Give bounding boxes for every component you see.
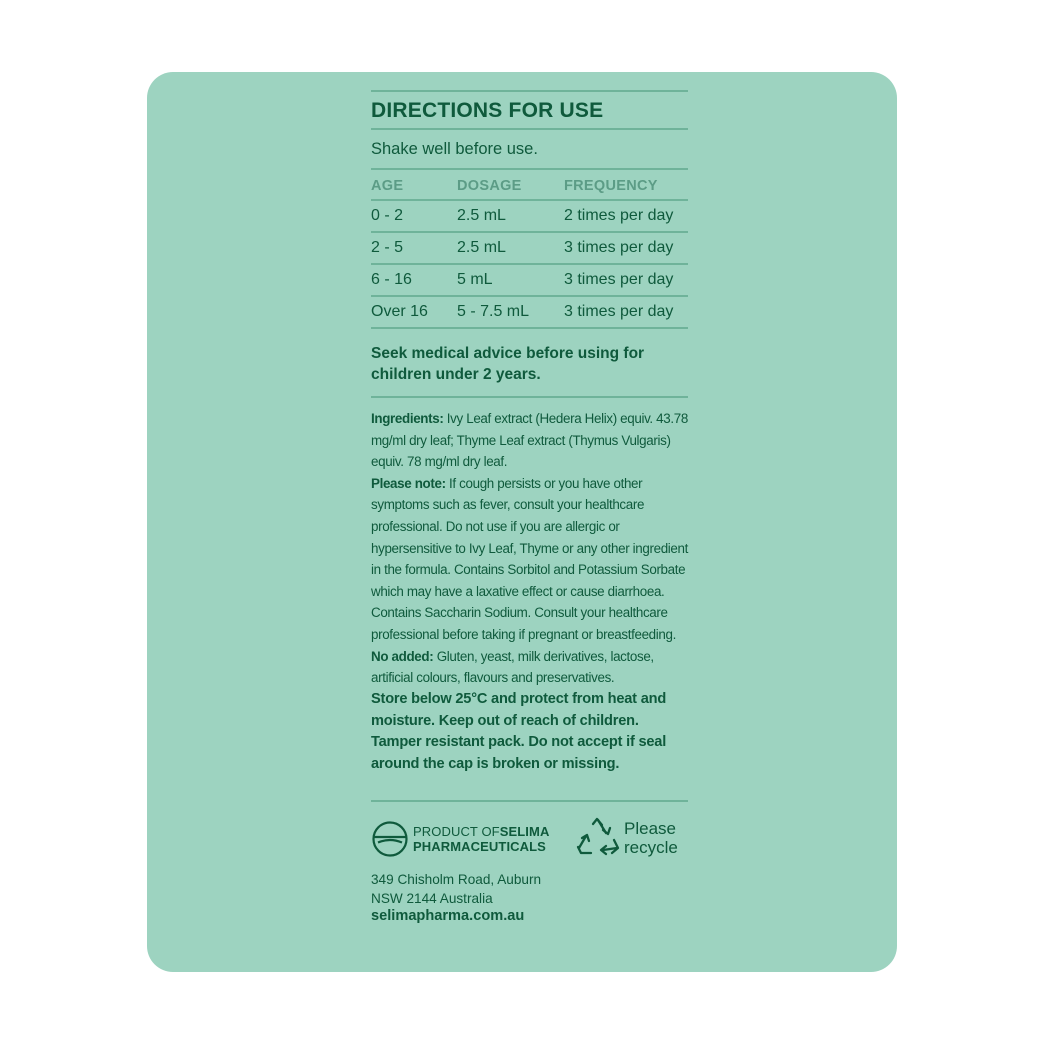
cell-frequency: 3 times per day	[564, 296, 688, 328]
table-row	[371, 296, 688, 328]
note-text: If cough persists or you have other symptoms such as fever, consult your healthcare professional. Do not use if you are allergic or hypersensitive to Ivy Leaf, Thyme or any other ingredient in the formula. Contains Sorbitol and Potassium Sorbate which may have a laxative effect or cause diarrhoea. Contains Saccharin Sodium. Consult your healthcare professional before taking if pregnant or breastfeeding.	[371, 475, 688, 642]
cell-age: 6 - 16	[371, 264, 457, 296]
company-name	[413, 824, 549, 854]
medical-advice-warning: Seek medical advice before using for children under 2 years.	[371, 345, 645, 383]
cell-dosage: 2.5 mL	[457, 200, 564, 232]
shake-instruction: Shake well before use.	[371, 140, 538, 158]
product-information	[371, 398, 688, 689]
recycle-icon	[576, 817, 620, 859]
cell-frequency: 3 times per day	[564, 264, 688, 296]
selima-logo-icon	[371, 820, 409, 858]
recycle-text	[624, 819, 678, 857]
ingredients-paragraph	[371, 408, 688, 473]
website-link: selimapharma.com.au	[371, 907, 525, 924]
table-row	[371, 232, 688, 264]
cell-age: 0 - 2	[371, 200, 457, 232]
company-address	[371, 870, 541, 908]
storage-warning: Store below 25°C and protect from heat and moisture. Keep out of reach of children. Tamper resistant pack. Do not accept if seal around the cap is broken or missing.	[371, 690, 667, 773]
cell-frequency: 3 times per day	[564, 232, 688, 264]
cell-dosage: 5 - 7.5 mL	[457, 296, 564, 328]
product-of-text: PRODUCT OF	[413, 823, 500, 839]
no-added-text: Gluten, yeast, milk derivatives, lactose, artificial colours, flavours and preservatives.	[371, 648, 654, 686]
label-content	[371, 90, 688, 928]
label-footer	[371, 802, 688, 928]
note-paragraph	[371, 473, 688, 646]
cell-dosage: 5 mL	[457, 264, 564, 296]
company-line-2	[413, 839, 549, 854]
dosage-table	[371, 170, 688, 329]
dosage-table-header	[371, 170, 688, 200]
cell-frequency: 2 times per day	[564, 200, 688, 232]
company-name-second: PHARMACEUTICALS	[413, 838, 546, 854]
header-frequency: FREQUENCY	[564, 178, 658, 194]
company-name-first: SELIMA	[499, 823, 550, 839]
address-line-1: 349 Chisholm Road, Auburn	[371, 871, 542, 887]
ingredients-text: Ivy Leaf extract (Hedera Helix) equiv. 43.78 mg/ml dry leaf; Thyme Leaf extract (Thymus Vulgaris) equiv. 78 mg/ml dry leaf.	[371, 411, 688, 470]
no-added-paragraph	[371, 646, 688, 689]
directions-title: DIRECTIONS FOR USE	[371, 99, 604, 122]
no-added-label: No added:	[371, 648, 434, 664]
ingredients-label: Ingredients:	[371, 411, 444, 426]
cell-age: 2 - 5	[371, 232, 457, 264]
cell-age: Over 16	[371, 296, 457, 328]
recycle-line-1: Please	[624, 818, 676, 838]
company-line-1	[413, 824, 549, 839]
cell-dosage: 2.5 mL	[457, 232, 564, 264]
address-line-2: NSW 2144 Australia	[371, 890, 493, 906]
table-row	[371, 264, 688, 296]
recycle-line-2: recycle	[624, 837, 678, 857]
header-dosage: DOSAGE	[457, 178, 522, 194]
note-label: Please note:	[371, 475, 446, 491]
header-age: AGE	[371, 178, 404, 194]
table-row	[371, 200, 688, 232]
